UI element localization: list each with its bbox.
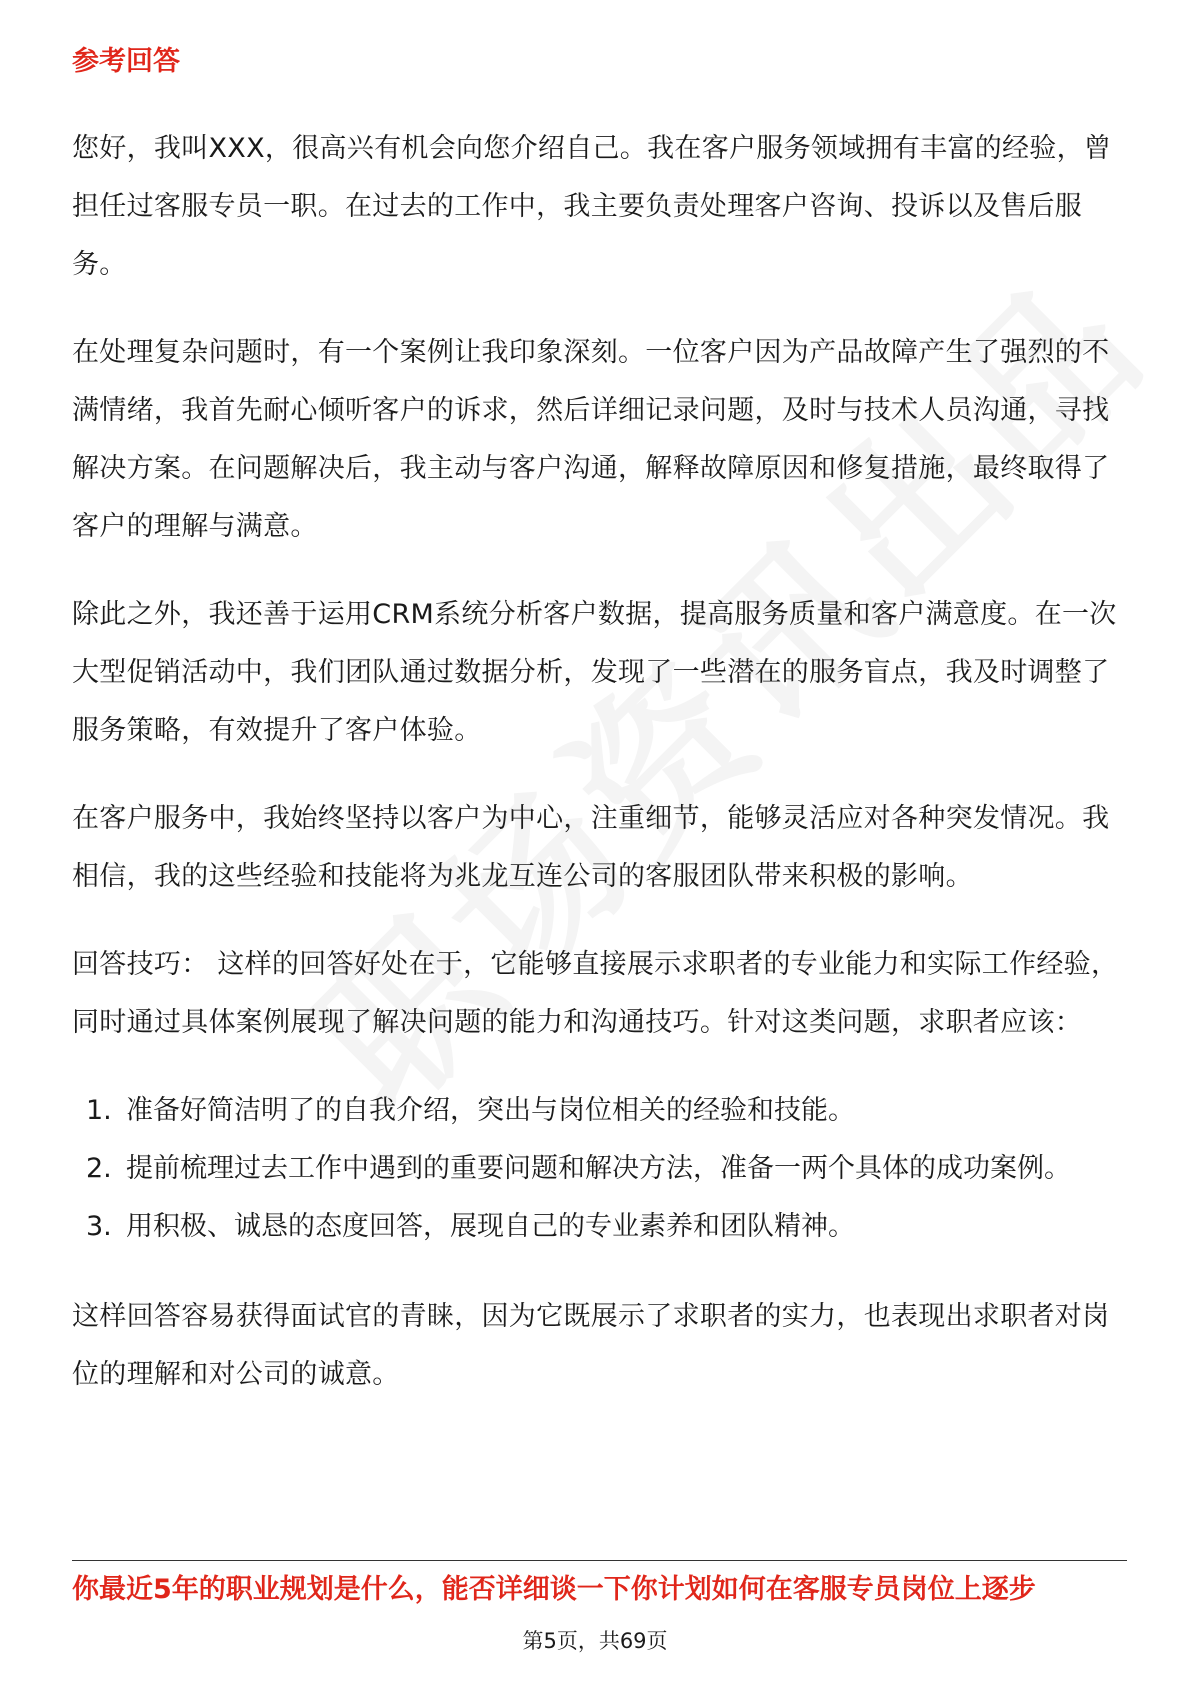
next-question-heading: 你最近5年的职业规划是什么，能否详细谈一下你计划如何在客服专员岗位上逐步 [72,1574,1036,1605]
list-item [72,1082,1132,1140]
paragraph-tips-intro: 回答技巧： 这样的回答好处在于，它能够直接展示求职者的专业能力和实际工作经验，同时通过具体案例展现了解决问题的能力和沟通技巧。针对这类问题，求职者应该： [72,949,1119,1038]
list-item-number: 3. [86,1211,112,1242]
divider [72,1560,1127,1561]
paragraph-closing: 这样回答容易获得面试官的青睐，因为它既展示了求职者的实力，也表现出求职者对岗位的理解和对公司的诚意。 [72,1301,1110,1390]
list-item [72,1198,1132,1256]
list-item [72,1140,1132,1198]
paragraph-crm: 除此之外，我还善于运用CRM系统分析客户数据，提高服务质量和客户满意度。在一次大型促销活动中，我们团队通过数据分析，发现了一些潜在的服务盲点，我及时调整了服务策略，有效提升了客户体验。 [72,599,1117,746]
section-title: 参考回答 [72,46,180,77]
list-item-text: 准备好简洁明了的自我介绍，突出与岗位相关的经验和技能。 [126,1095,855,1126]
list-item-number: 1. [86,1095,112,1126]
paragraph-customer-focus: 在客户服务中，我始终坚持以客户为中心，注重细节，能够灵活应对各种突发情况。我相信，我的这些经验和技能将为兆龙互连公司的客服团队带来积极的影响。 [72,803,1110,892]
list-item-text: 用积极、诚恳的态度回答，展现自己的专业素养和团队精神。 [126,1211,855,1242]
list-item-text: 提前梳理过去工作中遇到的重要问题和解决方法，准备一两个具体的成功案例。 [126,1153,1071,1184]
answer-section [72,42,1132,1434]
paragraph-intro: 您好，我叫XXX，很高兴有机会向您介绍自己。我在客户服务领域拥有丰富的经验，曾担任过客服专员一职。在过去的工作中，我主要负责处理客户咨询、投诉以及售后服务。 [72,133,1112,280]
paragraph-case: 在处理复杂问题时，有一个案例让我印象深刻。一位客户因为产品故障产生了强烈的不满情绪，我首先耐心倾听客户的诉求，然后详细记录问题，及时与技术人员沟通，寻找解决方案。在问题解决后，我主动与客户沟通，解释故障原因和修复措施，最终取得了客户的理解与满意。 [72,337,1110,542]
list-item-number: 2. [86,1153,112,1184]
tips-list [72,1082,1132,1256]
page-number: 第5页，共69页 [522,1629,668,1653]
